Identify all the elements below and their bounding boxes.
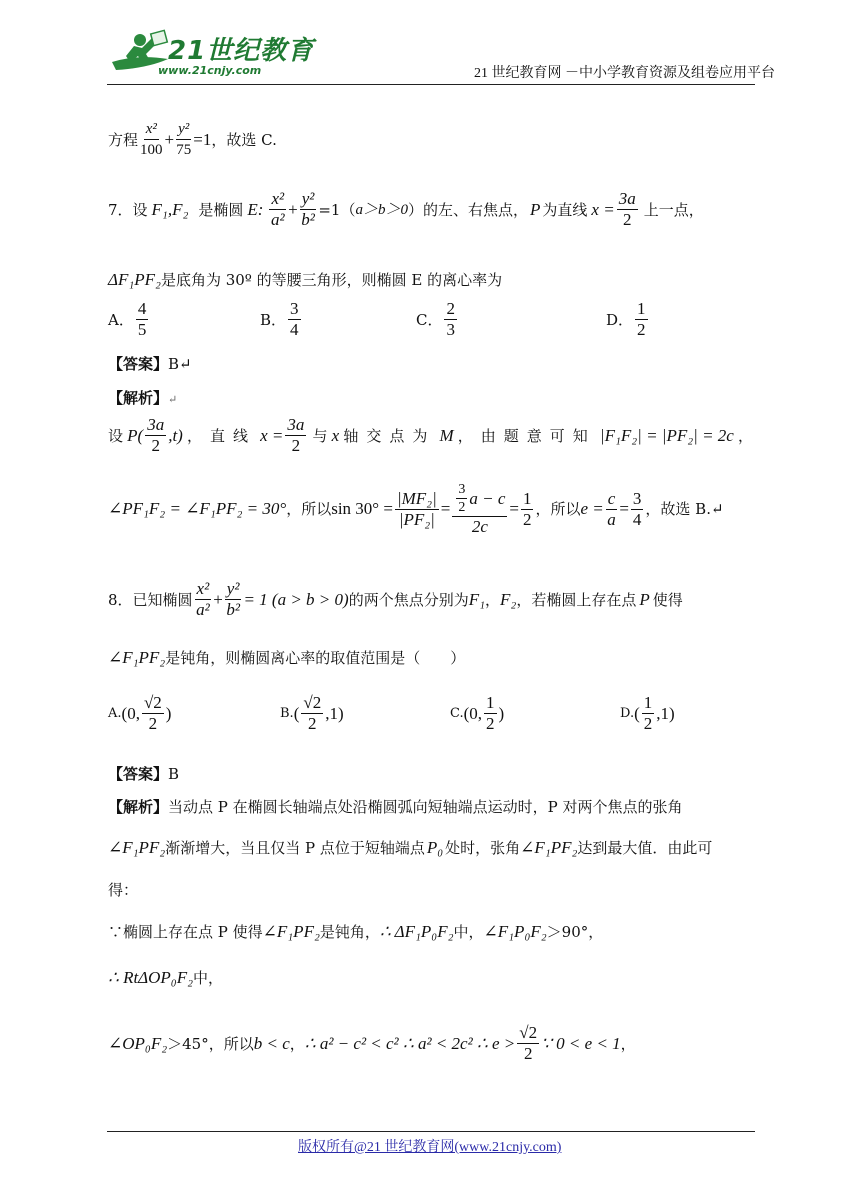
frac-den: 2: [151, 436, 160, 455]
analysis-text: ，: [289, 1034, 305, 1053]
frac-num: y²: [176, 120, 191, 140]
analysis-label: 【解析】: [108, 798, 169, 816]
option-pre: (: [293, 703, 300, 723]
option-frac: [635, 300, 648, 339]
q7-text5: 是底角为 30º 的等腰三角形，则椭圆 E 的离心率为: [160, 271, 503, 289]
sol-text: 轴交点为: [343, 426, 436, 445]
frac-den: b²: [301, 210, 315, 229]
sol-p-close: ,t): [168, 425, 183, 445]
q7-option-a[interactable]: [108, 300, 150, 339]
analysis-text: 达到最大值．由此可: [577, 839, 713, 857]
q7-cond: a＞b＞0: [355, 201, 408, 218]
frac-den: 5: [137, 320, 147, 339]
q7-line-frac: [617, 190, 638, 229]
q8-text: 是钝角，则椭圆离心率的取值范围是（ ）: [165, 649, 466, 667]
frac-num: √2: [519, 1023, 538, 1042]
q8-text: 使得: [652, 590, 683, 609]
frac-den: 2: [622, 210, 632, 229]
sol-point-p: [127, 416, 183, 455]
option-label: C.: [450, 705, 464, 721]
q7-solution-line1: [108, 416, 753, 455]
q7-eq: =1（: [318, 200, 356, 219]
equals: =: [440, 499, 451, 518]
sol-x-eq: x =: [260, 425, 284, 445]
sol-frac-half: [521, 490, 534, 529]
frac-den: 4: [632, 509, 642, 529]
q8-analysis-line2: [108, 838, 712, 858]
sol-text: 设: [108, 426, 124, 445]
q8-frac2: [225, 580, 242, 619]
frac-num: 3a: [147, 415, 165, 434]
frac-den: 2: [291, 436, 301, 455]
q7-point: P: [530, 199, 541, 219]
analysis-P0: P₀: [426, 838, 444, 857]
equals: =: [509, 499, 519, 518]
q8-analysis-line3: 得：: [108, 881, 139, 899]
sol-line-x: [260, 416, 308, 455]
q8-P: P: [639, 589, 650, 609]
q7-text2: ）的左、右焦点，: [408, 200, 529, 219]
frac-num: x²: [196, 579, 210, 598]
frac-den: 2: [522, 509, 532, 529]
q7-solution-line2: [108, 482, 724, 536]
frac-num: 2: [446, 299, 455, 318]
frac-num: |MF₂|: [396, 488, 437, 508]
option-label: D.: [620, 705, 635, 721]
frac-den: 2: [148, 714, 158, 733]
logo-url: www.21cnjy.com: [158, 64, 262, 77]
option-pre: (0,: [121, 703, 140, 723]
frac-num: 3a: [618, 189, 636, 208]
plus-sign: +: [288, 199, 298, 219]
frac-den: a: [607, 509, 616, 529]
inner-frac: [456, 482, 467, 515]
frac-num: 3: [632, 488, 642, 508]
q8-number: 8．已知椭圆: [108, 590, 193, 609]
option-frac: [444, 300, 457, 339]
intro-frac1: [140, 120, 163, 159]
option-pre: (0,: [463, 703, 483, 723]
frac-den: 100: [140, 142, 163, 158]
q7-line1: [108, 190, 704, 229]
intro-frac2: [176, 120, 191, 159]
analysis-text: 中，: [193, 969, 224, 987]
analysis-text: 当动点 P 在椭圆长轴端点处沿椭圆弧向短轴端点运动时，P 对两个焦点的张角: [168, 798, 683, 816]
sol-angles: ∠PF₁F₂ = ∠F₁PF₂ = 30°: [108, 499, 287, 518]
analysis-text: 是钝角，: [319, 923, 380, 941]
q8-option-d[interactable]: [620, 694, 675, 733]
intro-suffix: ，故选 C.: [211, 130, 277, 149]
frac-num: c: [607, 488, 616, 508]
q8-analysis-line1: [108, 797, 683, 817]
sol-text: ，由题意可知: [457, 426, 596, 445]
frac-den: a²: [270, 210, 285, 229]
frac-num: √2: [303, 693, 322, 712]
analysis-triangle: ∴ RtΔOP₀F₂: [108, 968, 194, 987]
sol-text: ，故选 B.↵: [645, 500, 724, 518]
frac-num: 1: [643, 693, 653, 712]
frac-den: 2: [643, 714, 653, 733]
frac-den: 2: [486, 714, 495, 733]
option-label: C．: [416, 310, 443, 329]
analysis-chain: ∴ a² − c² < c² ∴ a² < 2c² ∴ e >: [304, 1033, 516, 1053]
analysis-text: 处时，张角: [445, 839, 521, 857]
q8-option-c[interactable]: [450, 694, 504, 733]
analysis-ineq: b < c: [253, 1033, 290, 1053]
frac-num: 3a: [287, 415, 305, 434]
frac-num: 3: [458, 482, 466, 497]
answer-value: B: [168, 765, 180, 783]
q7-text3: 为直线: [542, 200, 588, 219]
sol-text: ，: [737, 426, 753, 445]
sol-e: e =: [580, 499, 604, 518]
sol-text: ，所以: [535, 500, 581, 518]
answer-label: 【答案】: [108, 765, 169, 783]
option-frac: [142, 694, 164, 733]
analysis-triangle: ∴ ΔF₁P₀F₂: [379, 922, 454, 941]
q8-line2: [108, 648, 465, 668]
option-post: ,1): [325, 703, 344, 723]
analysis-text: ＞90°，: [546, 923, 604, 941]
analysis-frac: [517, 1024, 539, 1063]
frac-den: 2: [308, 714, 317, 733]
q7-option-d[interactable]: [606, 300, 650, 339]
sol-frac-ca: [606, 490, 618, 529]
sol-p-open: P(: [127, 425, 144, 445]
sol-text: 与: [312, 426, 328, 445]
option-frac: [301, 694, 323, 733]
analysis-angle: ∠OP₀F₂: [108, 1033, 168, 1053]
frac-num: √2: [143, 693, 162, 712]
sol-p-frac: [145, 416, 166, 455]
frac-den: a²: [196, 600, 210, 619]
q8-F2: F₂: [500, 589, 517, 609]
q8-text: ，若椭圆上存在点: [516, 590, 637, 609]
logo-title: 21世纪教育: [168, 36, 315, 66]
option-post: ,1): [656, 703, 675, 723]
option-label: A．: [108, 310, 134, 329]
intro-prefix: 方程: [108, 130, 139, 149]
sol-frac-complex: [452, 482, 507, 536]
frac-num: y²: [301, 189, 315, 208]
sol-text: ，直线: [186, 426, 256, 445]
q7-text1: 是椭圆: [198, 200, 244, 219]
option-label: B．: [260, 310, 287, 329]
q8-analysis-line5: [108, 968, 223, 988]
frac-den: 2: [523, 1044, 533, 1063]
frac-num: x²: [271, 189, 285, 208]
q7-triangle: ΔF₁PF₂: [108, 270, 161, 289]
sol-x-frac: [285, 416, 306, 455]
frac-num: y²: [226, 579, 240, 598]
sol-x-axis: x: [331, 425, 340, 445]
q7-text4: 上一点，: [643, 200, 704, 219]
frac-den: 75: [176, 142, 192, 158]
frac-den: |PF₂|: [398, 509, 435, 529]
analysis-text: ∵椭圆上存在点 P 使得: [108, 923, 263, 941]
q8-frac1: [195, 580, 212, 619]
q7-frac1: [269, 190, 286, 229]
q8-analysis-line4: [108, 922, 603, 942]
q8-text: ，: [485, 590, 501, 609]
q8-line1: [108, 580, 683, 619]
frac-num: [452, 482, 507, 517]
analysis-angle: ∠F₁PF₂: [520, 838, 578, 857]
analysis-text: ，: [620, 1034, 636, 1053]
frac-num: 1: [522, 488, 532, 508]
equals-one: =1: [193, 129, 212, 149]
q7-foci: F₁,F₂: [151, 199, 189, 219]
q8-angle: ∠F₁PF₂: [108, 648, 166, 667]
frac-num: x²: [144, 120, 159, 140]
option-label: D．: [606, 310, 634, 329]
q7-frac2: [300, 190, 317, 229]
q8-eq: = 1 (a > b > 0): [243, 589, 349, 609]
option-post: ): [165, 703, 172, 723]
footer-divider: [107, 1131, 755, 1132]
option-pre: (: [634, 703, 640, 723]
q7-option-c[interactable]: [416, 300, 459, 339]
q8-analysis-line6: [108, 1024, 636, 1063]
sol-frac-mf: [395, 490, 439, 529]
analysis-angle: ∠F₁PF₂: [108, 838, 166, 857]
q7-analysis-label: [108, 388, 177, 410]
q7-line-lhs: x =: [591, 199, 615, 219]
option-frac: [288, 300, 301, 339]
frac-num: 1: [486, 693, 495, 712]
sol-sin: sin 30° =: [331, 499, 393, 518]
frac-den: 3: [446, 320, 455, 339]
analysis-text: ＞45°，所以: [167, 1034, 254, 1053]
frac-den: 2: [637, 320, 646, 339]
sol-frac-34: [631, 490, 644, 529]
analysis-angle: ∠F₁P₀F₂: [483, 922, 547, 941]
frac-num: 4: [137, 299, 147, 318]
q7-number: 7．设: [108, 200, 148, 219]
plus-sign: +: [213, 589, 223, 609]
option-frac: [642, 694, 655, 733]
frac-num: 1: [637, 299, 646, 318]
footer-copyright-link[interactable]: 版权所有@21 世纪教育网(www.21cnjy.com): [298, 1140, 562, 1155]
site-tagline: 21 世纪教育网 －中小学教育资源及组卷应用平台: [474, 66, 775, 81]
analysis-range: ∵ 0 < e < 1: [541, 1033, 621, 1053]
analysis-text: 渐渐增大，当且仅当 P 点位于短轴端点: [165, 839, 425, 857]
q8-option-a[interactable]: [108, 694, 171, 733]
sol-eq: |F₁F₂| = |PF₂| = 2c: [599, 425, 734, 445]
q8-text: 的两个焦点分别为: [348, 590, 469, 609]
analysis-text: 中，: [453, 923, 484, 941]
option-label: A.: [108, 705, 122, 721]
option-frac: [136, 300, 149, 339]
header-divider: [107, 84, 755, 85]
q7-answer: [108, 354, 192, 374]
frac-den: 4: [290, 320, 299, 339]
frac-den: b²: [226, 600, 240, 619]
option-label: B.: [280, 705, 294, 721]
equals: =: [619, 499, 629, 518]
analysis-label: 【解析】: [108, 389, 169, 407]
plus-sign: +: [164, 129, 175, 149]
q7-line2: [108, 270, 502, 290]
frac-num-rest: a − c: [469, 488, 506, 508]
sol-text: ，所以: [286, 500, 332, 518]
answer-label: 【答案】: [108, 355, 169, 373]
q8-answer: [108, 764, 179, 784]
frac-den: 2c: [471, 517, 488, 536]
q7-option-b[interactable]: [260, 300, 303, 339]
analysis-angle: ∠F₁PF₂: [262, 922, 320, 941]
option-frac: [484, 694, 497, 733]
answer-value: B↵: [168, 355, 192, 373]
intro-line: [108, 120, 277, 159]
frac-num: 3: [290, 299, 299, 318]
frac-den: 2: [458, 500, 466, 515]
analysis-mark: ↵: [168, 393, 178, 406]
q8-option-b[interactable]: [280, 694, 344, 733]
q8-F1: F₁: [468, 589, 486, 609]
sol-M: M: [439, 425, 454, 445]
option-post: ): [498, 703, 505, 723]
q7-ellipse-name: E:: [247, 199, 264, 219]
